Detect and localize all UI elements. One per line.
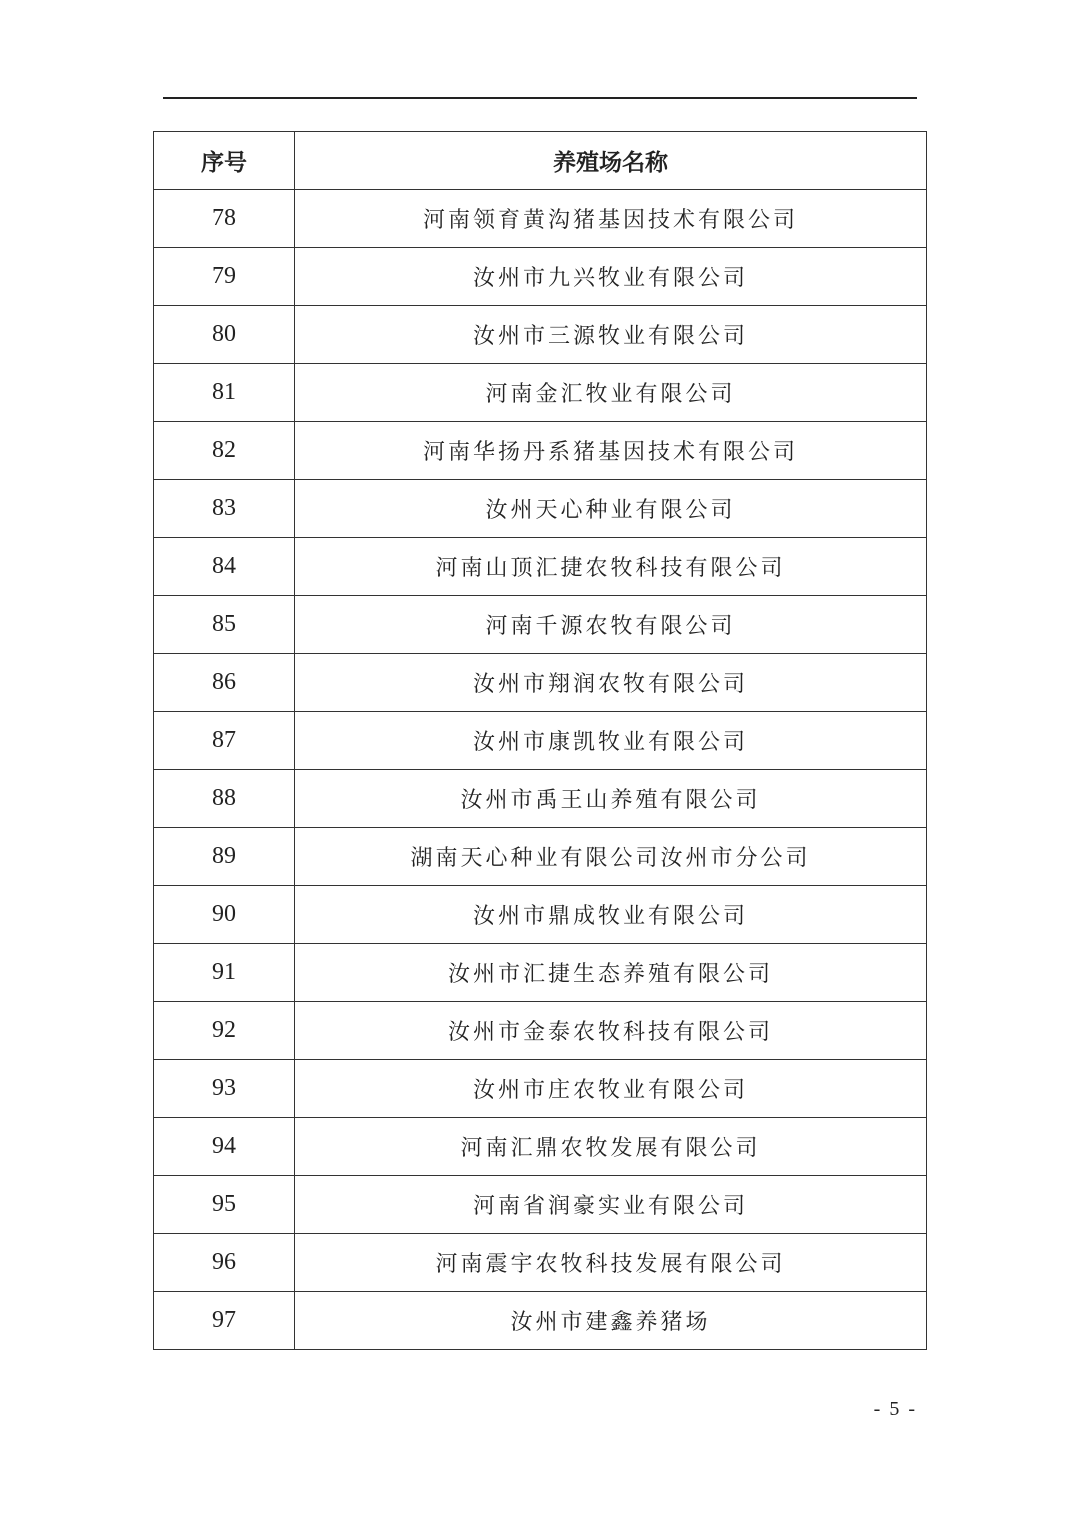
table-row (154, 712, 927, 770)
farm-name: 汝州市金泰农牧科技有限公司 (295, 1002, 927, 1060)
table-row (154, 1118, 927, 1176)
table-row (154, 364, 927, 422)
row-number: 85 (154, 596, 295, 654)
table-row (154, 480, 927, 538)
row-number: 92 (154, 1002, 295, 1060)
row-number: 97 (154, 1292, 295, 1350)
farm-name: 汝州市汇捷生态养殖有限公司 (295, 944, 927, 1002)
table-row (154, 828, 927, 886)
table-row (154, 1234, 927, 1292)
header-number: 序号 (154, 132, 295, 190)
farm-list-table (153, 131, 927, 1350)
table-row (154, 770, 927, 828)
farm-name: 河南山顶汇捷农牧科技有限公司 (295, 538, 927, 596)
farm-name: 汝州市康凯牧业有限公司 (295, 712, 927, 770)
table-row (154, 538, 927, 596)
header-rule (163, 97, 917, 99)
farm-name: 汝州市九兴牧业有限公司 (295, 248, 927, 306)
row-number: 89 (154, 828, 295, 886)
row-number: 83 (154, 480, 295, 538)
row-number: 87 (154, 712, 295, 770)
farm-name: 汝州市建鑫养猪场 (295, 1292, 927, 1350)
row-number: 82 (154, 422, 295, 480)
farm-name: 河南震宇农牧科技发展有限公司 (295, 1234, 927, 1292)
row-number: 79 (154, 248, 295, 306)
table-row (154, 886, 927, 944)
table-row (154, 596, 927, 654)
table-row (154, 248, 927, 306)
farm-name: 汝州市三源牧业有限公司 (295, 306, 927, 364)
farm-name: 河南汇鼎农牧发展有限公司 (295, 1118, 927, 1176)
farm-name: 河南省润豪实业有限公司 (295, 1176, 927, 1234)
table-header-row (154, 132, 927, 190)
farm-name: 河南领育黄沟猪基因技术有限公司 (295, 190, 927, 248)
row-number: 95 (154, 1176, 295, 1234)
row-number: 80 (154, 306, 295, 364)
farm-name: 汝州市鼎成牧业有限公司 (295, 886, 927, 944)
table-row (154, 422, 927, 480)
row-number: 86 (154, 654, 295, 712)
header-farm-name: 养殖场名称 (295, 132, 927, 190)
table-row (154, 1002, 927, 1060)
row-number: 91 (154, 944, 295, 1002)
page-number: - 5 - (873, 1398, 917, 1420)
farm-name: 汝州天心种业有限公司 (295, 480, 927, 538)
farm-name: 河南华扬丹系猪基因技术有限公司 (295, 422, 927, 480)
row-number: 93 (154, 1060, 295, 1118)
row-number: 94 (154, 1118, 295, 1176)
farm-name: 汝州市禹王山养殖有限公司 (295, 770, 927, 828)
farm-name: 汝州市庄农牧业有限公司 (295, 1060, 927, 1118)
table-row (154, 654, 927, 712)
table-row (154, 306, 927, 364)
table-row (154, 1292, 927, 1350)
table-row (154, 190, 927, 248)
row-number: 78 (154, 190, 295, 248)
table-row (154, 944, 927, 1002)
row-number: 81 (154, 364, 295, 422)
farm-name: 河南金汇牧业有限公司 (295, 364, 927, 422)
farm-name: 湖南天心种业有限公司汝州市分公司 (295, 828, 927, 886)
farm-name: 河南千源农牧有限公司 (295, 596, 927, 654)
row-number: 84 (154, 538, 295, 596)
row-number: 90 (154, 886, 295, 944)
table-row (154, 1060, 927, 1118)
row-number: 96 (154, 1234, 295, 1292)
row-number: 88 (154, 770, 295, 828)
table-row (154, 1176, 927, 1234)
table-body (154, 190, 927, 1350)
farm-name: 汝州市翔润农牧有限公司 (295, 654, 927, 712)
